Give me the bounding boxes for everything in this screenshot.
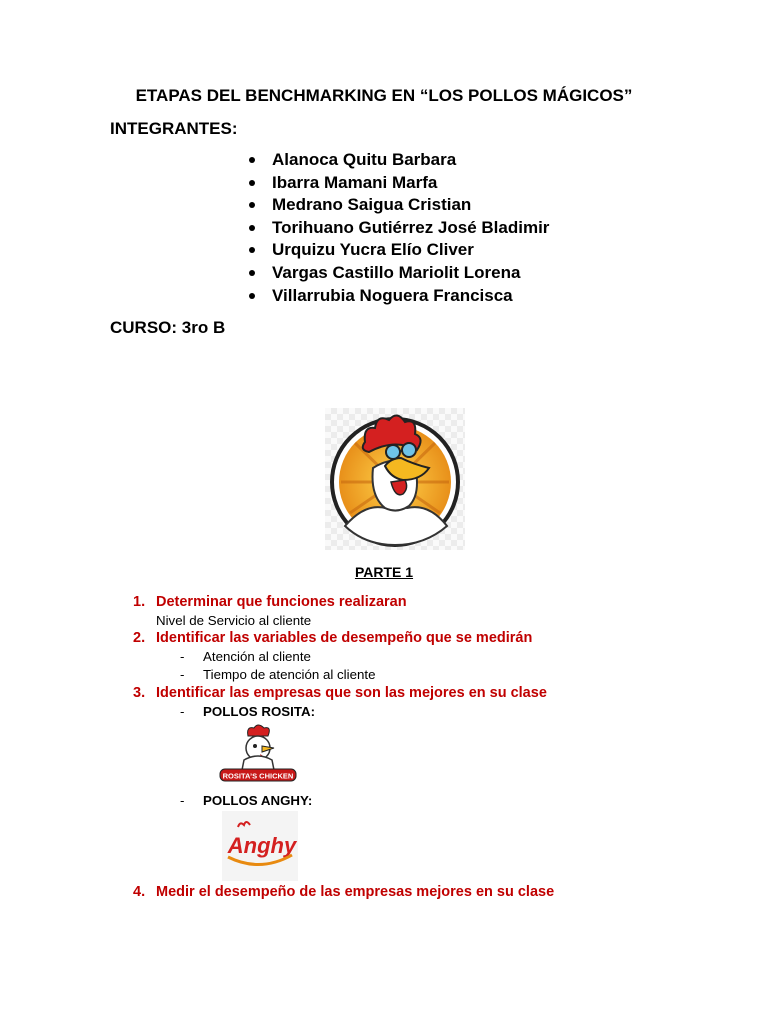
- member-item: [246, 285, 549, 308]
- member-item: [246, 194, 549, 217]
- step-label: Identificar las variables de desempeño que se medirán: [156, 630, 533, 646]
- document-title: ETAPAS DEL BENCHMARKING EN “LOS POLLOS MÁGICOS”: [135, 86, 633, 105]
- step-2: [133, 630, 532, 646]
- step-label: Identificar las empresas que son las mejores en su clase: [156, 685, 547, 701]
- step-3: [133, 685, 547, 701]
- step-label: Determinar que funciones realizaran: [156, 594, 407, 610]
- member-name: Torihuano Gutiérrez José Bladimir: [272, 217, 550, 237]
- member-name: Medrano Saigua Cristian: [272, 195, 472, 215]
- variable-item: Tiempo de atención al cliente: [203, 667, 376, 682]
- variable-item: Atención al cliente: [203, 649, 311, 664]
- step-number: 3.: [133, 685, 146, 701]
- rooster-mascot-icon: [325, 408, 465, 550]
- company-anghy: POLLOS ANGHY:: [203, 793, 313, 808]
- step-1: [133, 594, 407, 610]
- member-item: [246, 149, 549, 172]
- step-4: [133, 884, 554, 900]
- bullet-icon: [249, 225, 255, 231]
- bullet-icon: [249, 202, 255, 208]
- integrantes-heading: INTEGRANTES:: [110, 119, 238, 138]
- members-list: [246, 149, 549, 307]
- section-heading: PARTE 1: [354, 564, 414, 580]
- company-rosita: POLLOS ROSITA:: [203, 704, 316, 719]
- step-number: 2.: [133, 630, 146, 646]
- member-item: [246, 262, 549, 285]
- step-number: 4.: [133, 884, 146, 900]
- member-name: Urquizu Yucra Elío Cliver: [272, 240, 474, 260]
- member-name: Vargas Castillo Mariolit Lorena: [272, 262, 521, 282]
- step-detail: Nivel de Servicio al cliente: [156, 613, 312, 628]
- dash-marker: -: [180, 704, 185, 719]
- anghy-logo-text: Anghy: [227, 833, 297, 858]
- bullet-icon: [249, 180, 255, 186]
- dash-marker: -: [180, 649, 185, 664]
- bullet-icon: [249, 157, 255, 163]
- bullet-icon: [249, 293, 255, 299]
- dash-marker: -: [180, 793, 185, 808]
- member-item: [246, 172, 549, 195]
- member-item: [246, 217, 549, 240]
- course-label: CURSO: 3ro B: [110, 318, 226, 337]
- anghy-logo: [222, 811, 298, 881]
- rosita-logo: [218, 722, 298, 784]
- step-number: 1.: [133, 594, 146, 610]
- dash-marker: -: [180, 667, 185, 682]
- rosita-logo-text: ROSITA’S CHICKEN: [222, 771, 294, 781]
- member-name: Ibarra Mamani Marfa: [272, 172, 438, 192]
- member-name: Alanoca Quitu Barbara: [272, 150, 457, 169]
- bullet-icon: [249, 247, 255, 253]
- step-label: Medir el desempeño de las empresas mejores en su clase: [156, 884, 555, 900]
- member-name: Villarrubia Noguera Francisca: [272, 285, 513, 305]
- bullet-icon: [249, 270, 255, 276]
- member-item: [246, 239, 549, 262]
